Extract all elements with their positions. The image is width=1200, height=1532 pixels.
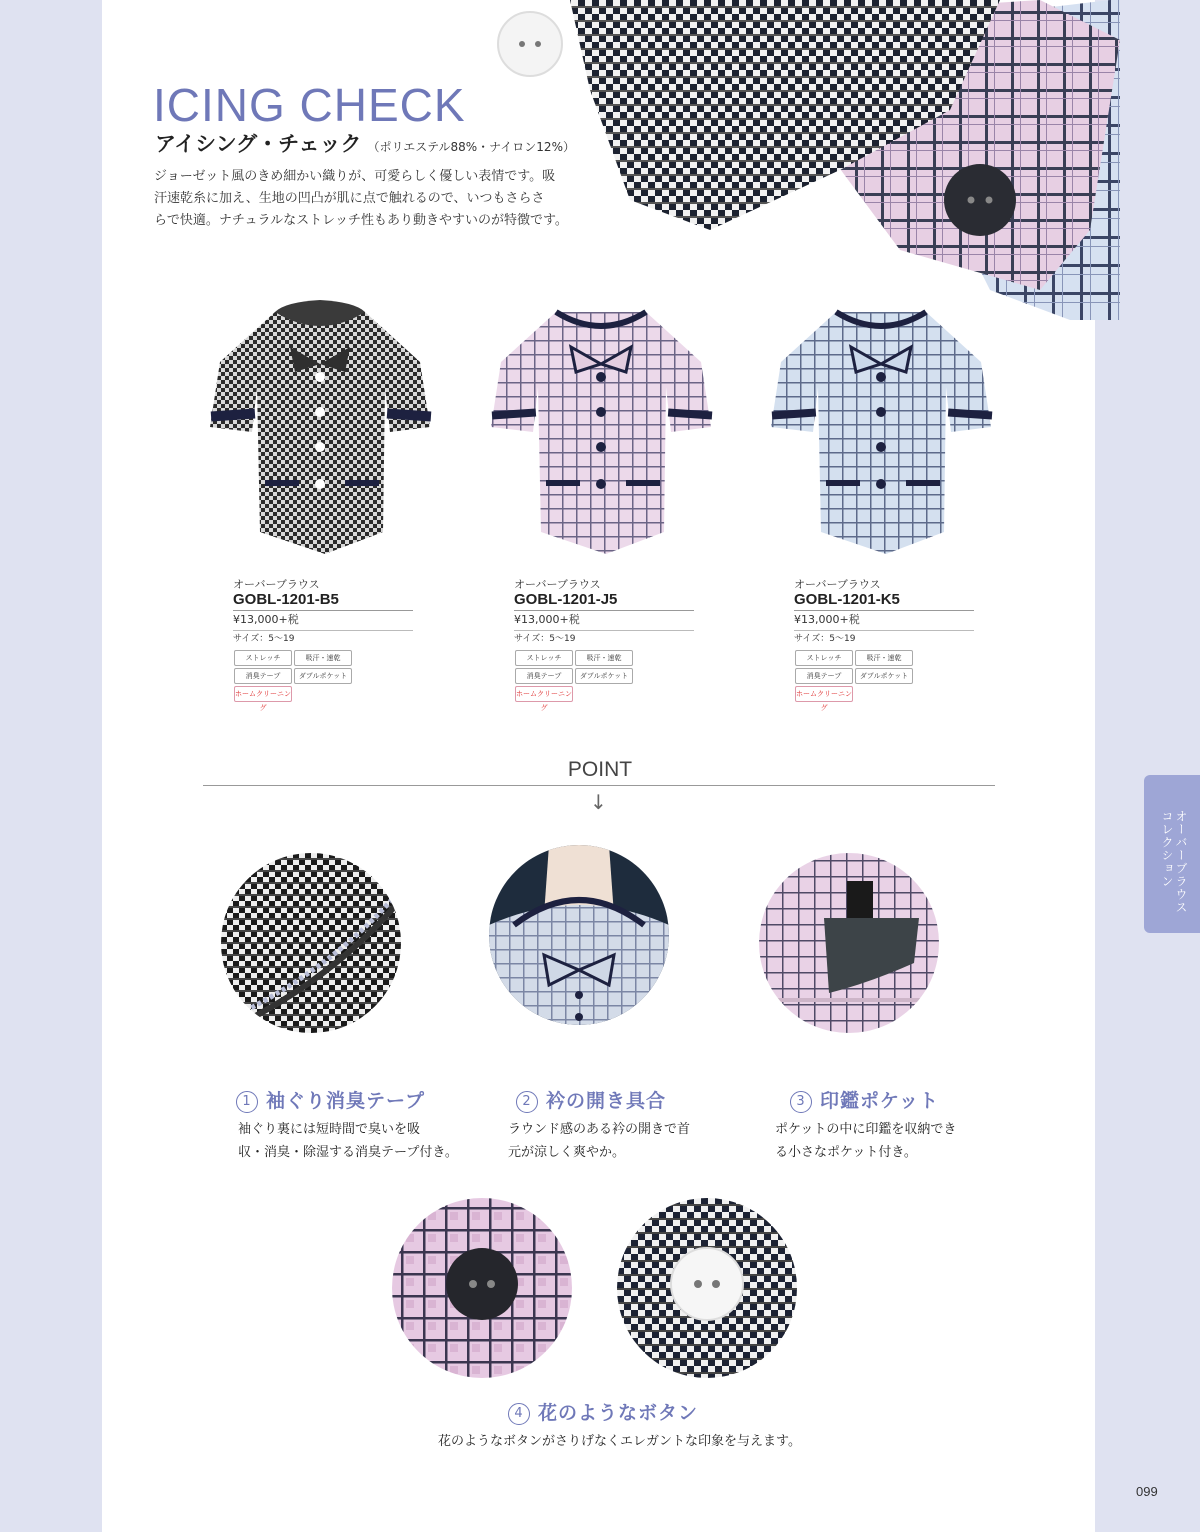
- feature-desc-line: ポケットの中に印鑑を収納でき: [775, 1122, 957, 1137]
- feature-number: 1: [236, 1091, 258, 1113]
- blouse-image: [205, 292, 435, 572]
- product-category: オーバーブラウス: [233, 578, 320, 591]
- fabric-composition: （ポリエステル88%・ナイロン12%）: [367, 140, 575, 154]
- feature-title: [790, 1086, 939, 1113]
- tag-quick-dry: 吸汗・速乾: [855, 650, 913, 666]
- tag-stretch: ストレッチ: [795, 650, 853, 666]
- feature-number: 3: [790, 1091, 812, 1113]
- feature-tags: [233, 649, 413, 712]
- feature-desc-line: 花のようなボタンがさりげなくエレガントな印象を与えます。: [438, 1434, 801, 1449]
- tag-stretch: ストレッチ: [234, 650, 292, 666]
- feature-title: [516, 1086, 666, 1113]
- product-code: GOBL-1201-B5: [233, 591, 339, 608]
- product-category: オーバーブラウス: [794, 578, 881, 591]
- collection-title-en: ICING CHECK: [153, 79, 466, 131]
- feature-tags: [514, 649, 694, 712]
- product-price: ¥13,000+税: [794, 610, 974, 627]
- tag-deodorant-tape: 消臭テープ: [234, 668, 292, 684]
- feature-description: [775, 1118, 956, 1164]
- blouse-image: [486, 292, 716, 572]
- feature-title: [236, 1086, 425, 1113]
- section-tab-label: オーバーブラウス コレクション: [1160, 810, 1188, 914]
- feature-tags: [794, 649, 974, 712]
- feature-desc-line: 元が涼しく爽やか。: [508, 1145, 626, 1160]
- feature-desc-line: 収・消臭・除湿する消臭テープ付き。: [238, 1145, 458, 1160]
- feature-title-text: 花のようなボタン: [538, 1402, 699, 1424]
- point-heading: POINT: [567, 758, 633, 781]
- product-price: ¥13,000+税: [514, 610, 694, 627]
- tag-home-cleaning: ホームクリーニング: [795, 686, 853, 702]
- product-size: サイズ：5～19: [514, 630, 694, 645]
- product-info: [794, 578, 974, 712]
- tag-double-pocket: ダブルポケット: [294, 668, 352, 684]
- feature-photo-armhole: [221, 853, 401, 1033]
- product-price: ¥13,000+税: [233, 610, 413, 627]
- feature-description: [438, 1430, 801, 1453]
- feature-photo-white-button: [617, 1198, 797, 1378]
- product-code: GOBL-1201-K5: [794, 591, 900, 608]
- page-number: 099: [1136, 1484, 1158, 1499]
- feature-number: 2: [516, 1091, 538, 1113]
- feature-photo-collar: [489, 845, 669, 1025]
- tag-stretch: ストレッチ: [515, 650, 573, 666]
- feature-desc-line: ラウンド感のある衿の開きで首: [508, 1122, 691, 1137]
- feature-description: [238, 1118, 458, 1164]
- feature-title: [508, 1398, 698, 1425]
- product-info: [233, 578, 413, 712]
- point-divider: [203, 785, 995, 786]
- collection-title-ja: [155, 128, 575, 158]
- tag-deodorant-tape: 消臭テープ: [515, 668, 573, 684]
- feature-desc-line: る小さなポケット付き。: [775, 1145, 917, 1160]
- lead-line: ジョーゼット風のきめ細かい織りが、可愛らしく優しい表情です。吸: [154, 169, 556, 184]
- product-size: サイズ：5～19: [794, 630, 974, 645]
- feature-photo-pocket: [759, 853, 939, 1033]
- tag-quick-dry: 吸汗・速乾: [575, 650, 633, 666]
- product-code: GOBL-1201-J5: [514, 591, 618, 608]
- product-category: オーバーブラウス: [514, 578, 601, 591]
- tag-double-pocket: ダブルポケット: [855, 668, 913, 684]
- product-info: [514, 578, 694, 712]
- lead-line: 汗速乾糸に加え、生地の凹凸が肌に点で触れるので、いつもさらさ: [154, 191, 545, 206]
- lead-line: らで快適。ナチュラルなストレッチ性もあり動きやすいのが特徴です。: [154, 213, 568, 228]
- collection-title-ja-text: アイシング・チェック: [155, 132, 362, 156]
- tag-deodorant-tape: 消臭テープ: [795, 668, 853, 684]
- blouse-image: [766, 292, 996, 572]
- tag-home-cleaning: ホームクリーニング: [234, 686, 292, 702]
- feature-number: 4: [508, 1403, 530, 1425]
- left-margin-band: [0, 0, 102, 1532]
- tag-quick-dry: 吸汗・速乾: [294, 650, 352, 666]
- tag-double-pocket: ダブルポケット: [575, 668, 633, 684]
- feature-title-text: 衿の開き具合: [546, 1090, 667, 1112]
- feature-photo-black-button: [392, 1198, 572, 1378]
- lead-text: [154, 166, 574, 232]
- feature-description: [508, 1118, 690, 1164]
- feature-desc-line: 袖ぐり裏には短時間で臭いを吸: [238, 1122, 421, 1137]
- down-arrow-icon: ↓: [590, 790, 607, 814]
- feature-title-text: 印鑑ポケット: [820, 1090, 940, 1112]
- fabric-swatch-illustration: [480, 0, 1120, 320]
- tag-home-cleaning: ホームクリーニング: [515, 686, 573, 702]
- feature-title-text: 袖ぐり消臭テープ: [266, 1090, 426, 1112]
- product-size: サイズ：5～19: [233, 630, 413, 645]
